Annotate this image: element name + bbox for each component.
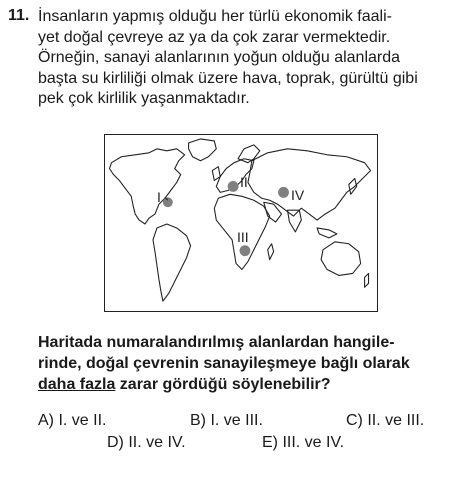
continent-greenland	[189, 139, 217, 161]
map-marker	[228, 181, 239, 192]
island-madagascar	[268, 244, 274, 260]
map-marker	[240, 245, 251, 256]
question-stem	[38, 7, 458, 110]
prompt-line: Haritada numaralandırılmış alanlardan hangile-	[38, 334, 395, 351]
prompt-line	[38, 374, 458, 395]
question-number: 11.	[8, 7, 30, 24]
prompt-rest: zarar gördüğü söylenebilir?	[115, 376, 331, 393]
prompt-emphasis: daha fazla	[38, 376, 116, 393]
stem-line: başta su kirliliği olmak üzere hava, toprak, gürültü gibi	[38, 69, 418, 87]
question-prompt	[38, 332, 458, 395]
world-map	[104, 134, 378, 312]
map-label-ii: II	[240, 174, 248, 190]
map-label-iv: IV	[291, 187, 305, 203]
continent-south-america	[153, 224, 191, 301]
map-label-i: I	[157, 189, 161, 205]
option-d[interactable]: D) II. ve IV.	[107, 434, 186, 451]
stem-line: İnsanların yapmış olduğu her türlü ekonomik faali-	[38, 8, 392, 25]
islands-indonesia	[317, 228, 337, 238]
world-map-outline	[105, 135, 377, 311]
stem-line: yet doğal çevreye az ya da çok zarar vermektedir.	[38, 28, 391, 46]
island-new-zealand	[365, 273, 369, 287]
map-label-iii: III	[237, 229, 249, 245]
stem-line: Örneğin, sanayi alanlarının yoğun olduğu alanlarda	[38, 49, 401, 66]
stem-line: pek çok kirlilik yaşanmaktadır.	[38, 90, 250, 107]
prompt-line: rinde, doğal çevrenin sanayileşmeye bağlı olarak	[38, 355, 410, 372]
option-a[interactable]: A) I. ve II.	[38, 412, 107, 429]
map-marker	[278, 187, 289, 198]
map-marker	[163, 197, 173, 207]
option-e[interactable]: E) III. ve IV.	[262, 434, 345, 451]
option-c[interactable]: C) II. ve III.	[346, 412, 425, 429]
island-japan	[349, 179, 357, 195]
continent-australia	[321, 242, 361, 276]
continent-north-america	[109, 149, 184, 224]
option-b[interactable]: B) I. ve III.	[190, 412, 263, 429]
